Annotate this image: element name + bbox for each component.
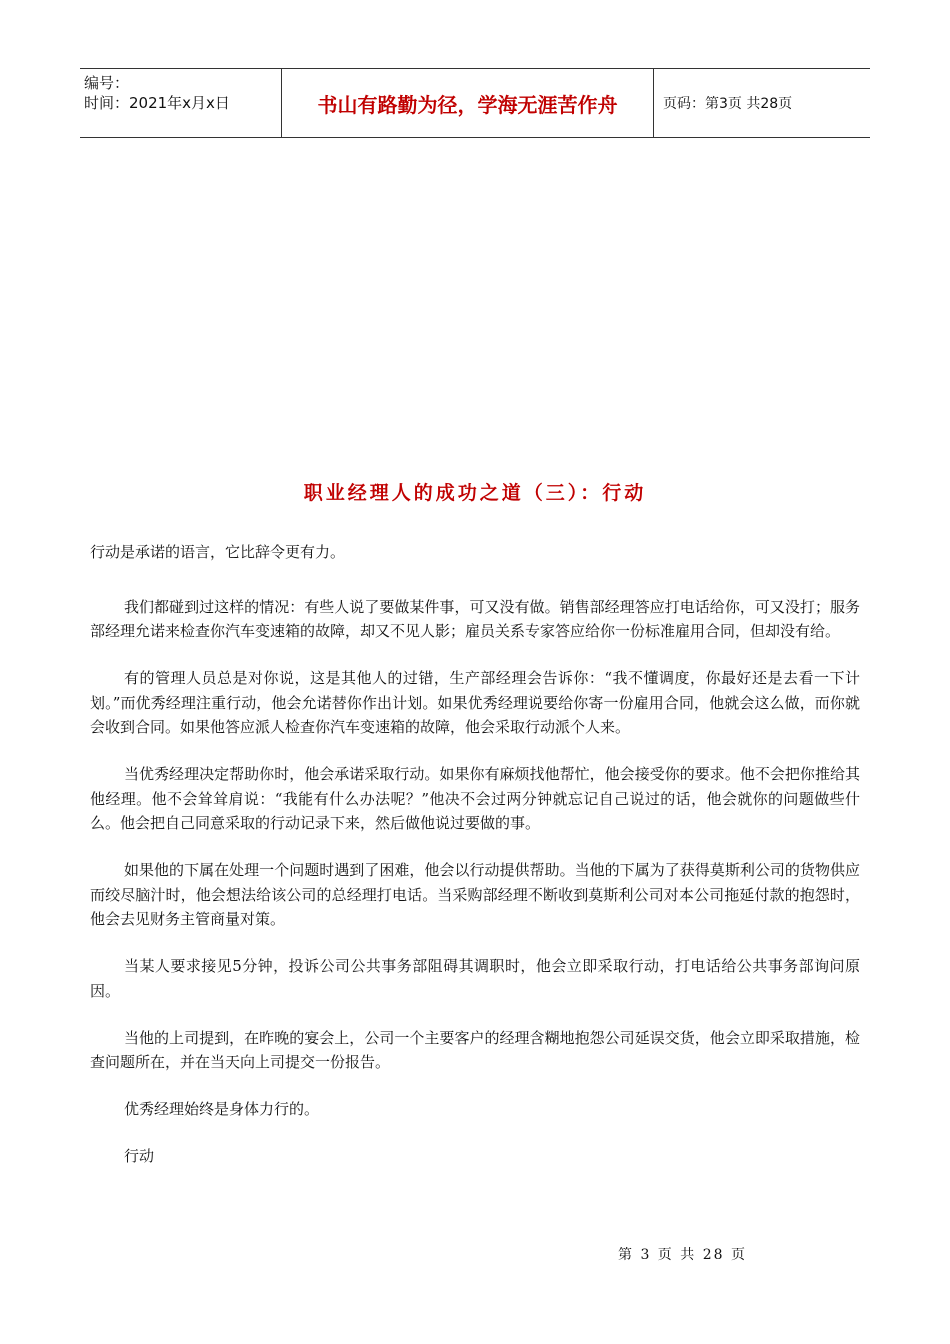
paragraph: 行动 [124, 1147, 155, 1165]
header-page-info: 页码：第3页 共28页 [663, 96, 793, 112]
paragraph: 当他的上司提到，在昨晚的宴会上，公司一个主要客户的经理含糊地抱怨公司延误交货，他会立即采取措施，检查问题所在，并在当天向上司提交一份报告。 [90, 1028, 860, 1071]
article-title: 职业经理人的成功之道（三）：行动 [303, 482, 647, 504]
paragraph: 如果他的下属在处理一个问题时遇到了困难，他会以行动提供帮助。当他的下属为了获得莫斯利公司的货物供应而绞尽脑汁时，他会想法给该公司的总经理打电话。当采购部经理不断收到莫斯利公司对本公司拖延付款的抱怨时，他会去见财务主管商量对策。 [90, 861, 860, 928]
paragraph: 行动是承诺的语言，它比辞令更有力。 [90, 543, 346, 561]
paragraph: 当某人要求接见5分钟，投诉公司公共事务部阻碍其调职时，他会立即采取行动，打电话给公共事务部询问原因。 [90, 957, 860, 1000]
page-footer: 第 3 页 共 28 页 [618, 1247, 747, 1263]
header-motto: 书山有路勤为径，学海无涯苦作舟 [281, 69, 654, 137]
document-number-label: 编号： [84, 74, 130, 92]
header-meta [80, 69, 280, 137]
article-body [90, 540, 860, 1191]
page-header [80, 68, 870, 138]
paragraph: 我们都碰到过这样的情况：有些人说了要做某件事，可又没有做。销售部经理答应打电话给你，可又没打；服务部经理允诺来检查你汽车变速箱的故障，却又不见人影；雇员关系专家答应给你一份标准雇用合同，但却没有给。 [90, 597, 860, 640]
paragraph: 有的管理人员总是对你说，这是其他人的过错，生产部经理会告诉你：“我不懂调度，你最好还是去看一下计划。”而优秀经理注重行动，他会允诺替你作出计划。如果优秀经理说要给你寄一份雇用合同，他就会这么做，而你就会收到合同。如果他答应派人检查你汽车变速箱的故障，他会采取行动派个人来。 [90, 669, 860, 736]
paragraph: 优秀经理始终是身体力行的。 [124, 1100, 320, 1118]
paragraph: 当优秀经理决定帮助你时，他会承诺采取行动。如果你有麻烦找他帮忙，他会接受你的要求。他不会把你推给其他经理。他不会耸耸肩说：“我能有什么办法呢？”他决不会过两分钟就忘记自己说过的话，他会就你的问题做些什么。他会把自己同意采取的行动记录下来，然后做他说过要做的事。 [90, 765, 860, 832]
document-date: 时间：2021年x月x日 [84, 94, 230, 112]
